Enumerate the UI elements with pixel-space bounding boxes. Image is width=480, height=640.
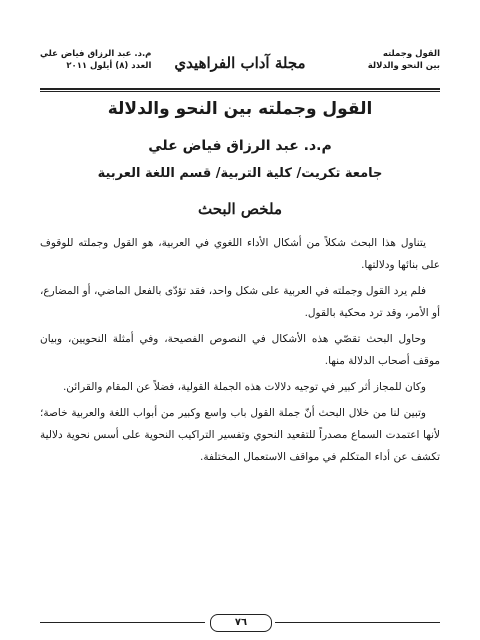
page-number: ٧٦ — [210, 614, 272, 632]
abstract-paragraph: وحاول البحث تقصّي هذه الأشكال في النصوص الفصيحة، وفي أمثلة النحويين، وبيان موقف أصحاب الدلالة منها. — [40, 333, 440, 367]
running-header — [40, 48, 440, 86]
abstract-body — [40, 232, 440, 472]
header-rule-thin — [40, 91, 440, 92]
header-left-line-1: م.د. عبد الرزاق فياض علي — [40, 49, 152, 59]
abstract-paragraph: وتبين لنا من خلال البحث أنّ جملة القول باب واسع وكبير من أبواب اللغة والعربية خاصة؛ لأنها اعتمدت السماع مصدراً للتقعيد النحوي وتفسير التراكيب النحوية على أسس نحوية دلالية تكشف عن أداء المتكلم في مواقف الاستعمال المختلفة. — [40, 407, 440, 463]
abstract-paragraph: فلم يرد القول وجملته في العربية على شكل واحد، فقد تؤدّى بالفعل الماضي، أو المضارع، أو الأمر، وقد ترد محكية بالقول. — [40, 285, 440, 319]
header-right-line-1: القول وجملته — [382, 49, 440, 59]
header-author-issue — [40, 48, 151, 72]
abstract-paragraph: يتناول هذا البحث شكلاً من أشكال الأداء اللغوي في العربية، هو القول وجملته للوقوف على بنائها ودلالتها. — [40, 237, 440, 271]
paper-title: القول وجملته بين النحو والدلالة — [107, 99, 373, 119]
abstract-paragraph: وكان للمجاز أثر كبير في توجيه دلالات هذه الجملة القولية، فضلاً عن المقام والقرائن. — [62, 381, 426, 393]
author-name: م.د. عبد الرزاق فياض علي — [148, 138, 332, 154]
author-affiliation: جامعة تكريت/ كلية التربية/ قسم اللغة العربية — [97, 166, 383, 181]
header-rule — [40, 88, 440, 90]
header-journal-title: مجلة آداب الفراهيدي — [174, 54, 306, 72]
abstract-heading: ملخص البحث — [198, 200, 282, 218]
title-block — [40, 96, 440, 220]
header-left-line-2: العدد (٨) أيلول ٢٠١١ — [66, 61, 152, 71]
header-right-line-2: بين النحو والدلالة — [367, 61, 440, 71]
